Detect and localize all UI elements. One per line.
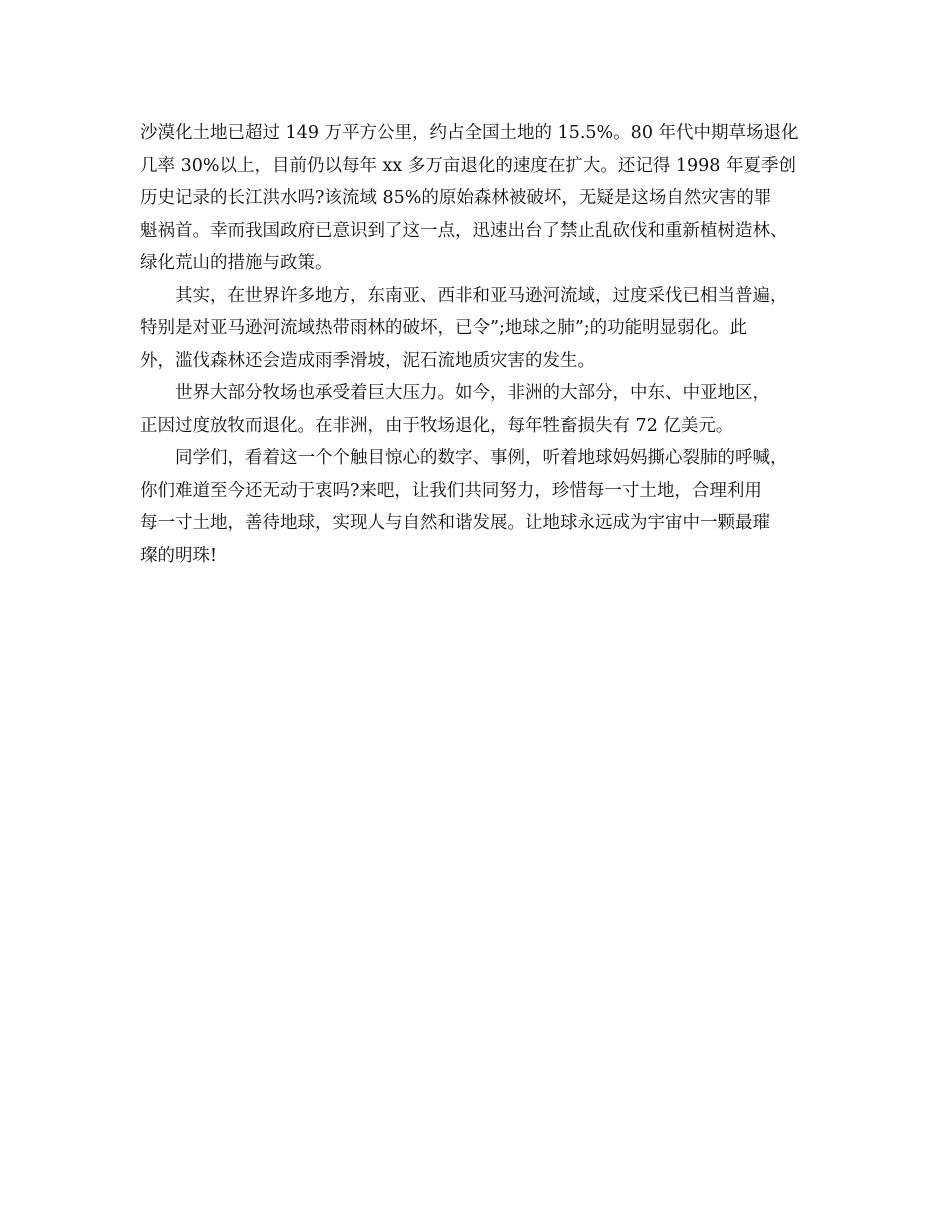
text-line: 同学们，看着这一个个触目惊心的数字、事例，听着地球妈妈撕心裂肺的呼喊， bbox=[175, 448, 788, 468]
text-line: 正因过度放牧而退化。在非洲，由于牧场退化，每年牲畜损失有 72 亿美元。 bbox=[140, 415, 734, 436]
text-line: 璨的明珠! bbox=[140, 545, 218, 566]
paragraph bbox=[140, 377, 840, 442]
paragraph bbox=[140, 280, 840, 378]
paragraph bbox=[140, 117, 840, 280]
paragraph bbox=[140, 442, 840, 572]
text-line: 几率 30%以上，目前仍以每年 xx 多万亩退化的速度在扩大。还记得 1998 年夏季创 bbox=[140, 155, 796, 176]
text-line: 绿化荒山的措施与政策。 bbox=[140, 253, 333, 273]
text-line: 特别是对亚马逊河流域热带雨林的破坏，已令”;地球之肺”;的功能明显弱化。此 bbox=[140, 318, 748, 338]
text-line: 沙漠化土地已超过 149 万平方公里，约占全国土地的 15.5%。80 年代中期草场退化 bbox=[140, 123, 799, 143]
text-line: 魁祸首。幸而我国政府已意识到了这一点，迅速出台了禁止乱砍伐和重新植树造林、 bbox=[140, 220, 788, 241]
text-line: 每一寸土地，善待地球，实现人与自然和谐发展。让地球永远成为宇宙中一颗最璀 bbox=[140, 513, 770, 533]
text-line: 你们难道至今还无动于衷吗?来吧，让我们共同努力，珍惜每一寸土地，合理利用 bbox=[140, 480, 762, 501]
text-line: 世界大部分牧场也承受着巨大压力。如今，非洲的大部分，中东、中亚地区， bbox=[175, 383, 770, 403]
text-line: 其实，在世界许多地方，东南亚、西非和亚马逊河流域，过度采伐已相当普遍， bbox=[175, 285, 788, 306]
body-text bbox=[140, 117, 840, 572]
text-line: 外，滥伐森林还会造成雨季滑坡，泥石流地质灾害的发生。 bbox=[140, 350, 595, 371]
text-line: 历史记录的长江洪水吗?该流域 85%的原始森林被破坏，无疑是这场自然灾害的罪 bbox=[140, 188, 772, 208]
